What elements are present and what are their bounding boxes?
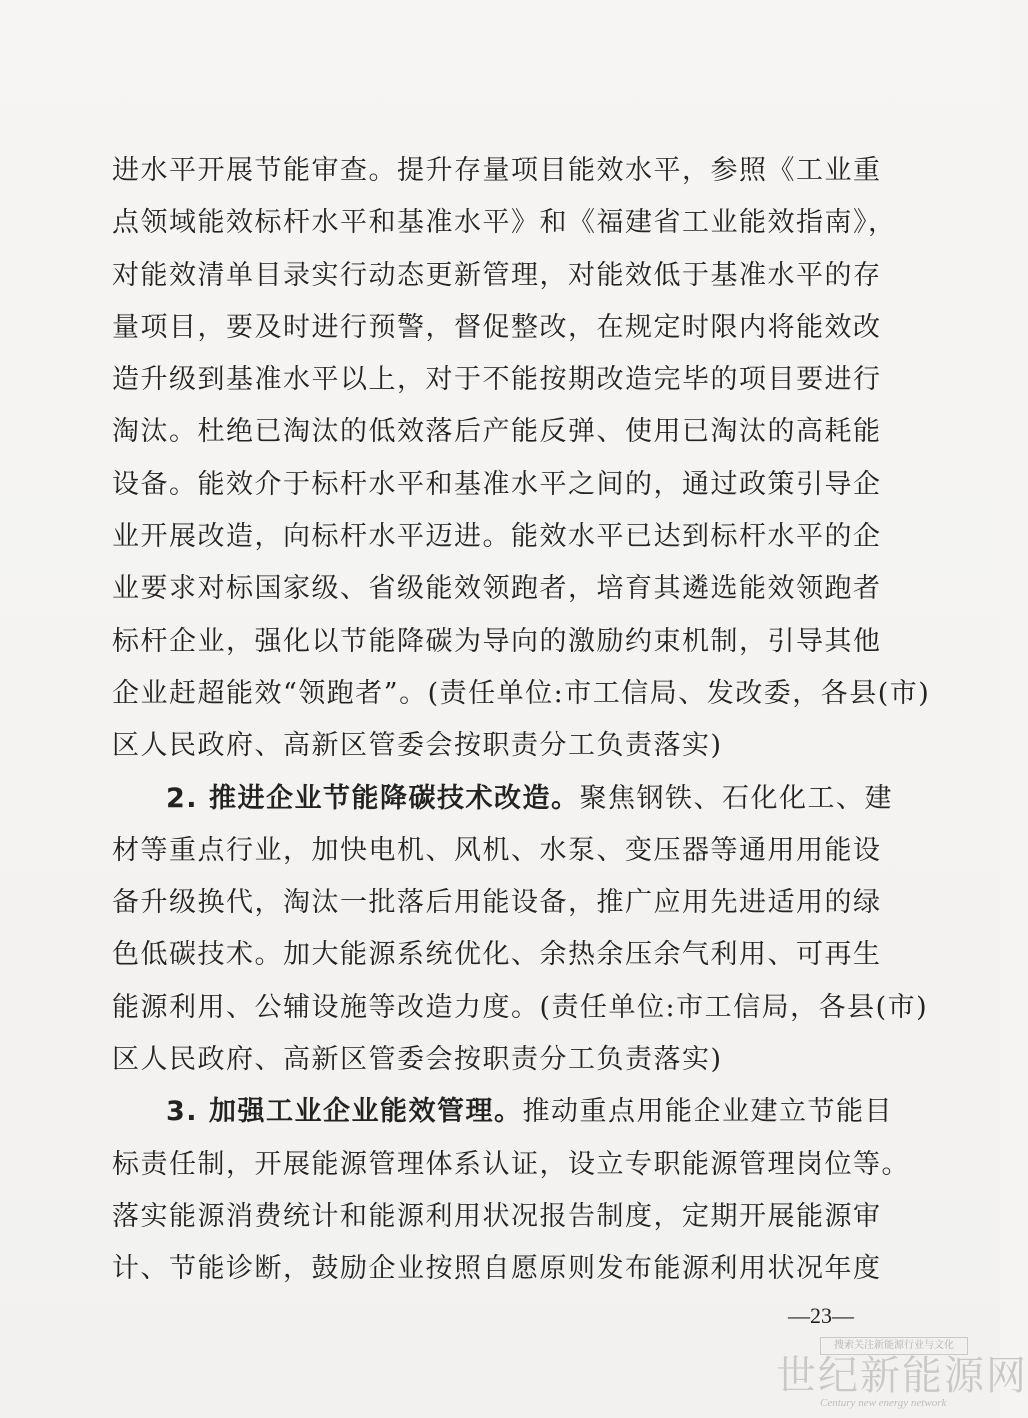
watermark-subtitle: Century new energy network bbox=[820, 1397, 947, 1409]
text-line: 进水平开展节能审查。提升存量项目能效水平，参照《工业重 bbox=[112, 155, 882, 186]
section-2-first-line bbox=[112, 773, 893, 825]
text-line: 能源利用、公辅设施等改造力度。(责任单位:市工信局，各县(市) bbox=[112, 991, 929, 1023]
text-line: 对能效清单目录实行动态更新管理，对能效低于基准水平的存 bbox=[112, 259, 882, 291]
page-number: —23— bbox=[788, 1303, 854, 1328]
text-line: 区人民政府、高新区管委会按职责分工负责落实) bbox=[112, 730, 723, 762]
text-line: 业开展改造，向标杆水平迈进。能效水平已达到标杆水平的企 bbox=[112, 521, 882, 553]
text-line: 备升级换代，淘汰一批落后用能设备，推广应用先进适用的绿 bbox=[112, 887, 882, 919]
text-line: 区人民政府、高新区管委会按职责分工负责落实) bbox=[112, 1044, 723, 1076]
section-2-heading: 2. 推进企业节能降碳技术改造。 bbox=[166, 782, 580, 814]
watermark-caption: 搜索关注新能源行业与文化 bbox=[820, 1337, 968, 1355]
text-line: 企业赶超能效“领跑者”。(责任单位:市工信局、发改委，各县(市) bbox=[112, 677, 931, 709]
text-line: 标责任制，开展能源管理体系认证，设立专职能源管理岗位等。 bbox=[112, 1148, 910, 1180]
section-3-text: 推动重点用能企业建立节能目 bbox=[522, 1096, 893, 1128]
text-line: 标杆企业，强化以节能降碳为导向的激励约束机制，引导其他 bbox=[112, 625, 882, 657]
text-line: 落实能源消费统计和能源利用状况报告制度，定期开展能源审 bbox=[112, 1200, 882, 1232]
text-line: 业要求对标国家级、省级能效领跑者，培育其遴选能效领跑者 bbox=[112, 573, 882, 605]
text-line: 计、节能诊断，鼓励企业按照自愿原则发布能源利用状况年度 bbox=[112, 1253, 882, 1285]
section-3-first-line bbox=[112, 1086, 893, 1138]
section-3-heading: 3. 加强工业企业能效管理。 bbox=[166, 1096, 523, 1128]
text-line: 点领域能效标杆水平和基准水平》和《福建省工业能效指南》， bbox=[112, 207, 897, 239]
document-body bbox=[112, 145, 931, 1296]
text-line: 淘汰。杜绝已淘汰的低效落后产能反弹、使用已淘汰的高耗能 bbox=[112, 416, 882, 448]
text-line: 造升级到基准水平以上，对于不能按期改造完毕的项目要进行 bbox=[112, 364, 882, 396]
watermark-logo-text: 世纪新能源网 bbox=[776, 1353, 1028, 1399]
text-line: 量项目，要及时进行预警，督促整改，在规定时限内将能效改 bbox=[112, 311, 882, 343]
text-line: 材等重点行业，加快电机、风机、水泵、变压器等通用用能设 bbox=[112, 834, 882, 866]
section-2-text: 聚焦钢铁、石化化工、建 bbox=[579, 782, 893, 814]
text-line: 设备。能效介于标杆水平和基准水平之间的，通过政策引导企 bbox=[112, 468, 882, 500]
text-line: 色低碳技术。加大能源系统优化、余热余压余气利用、可再生 bbox=[112, 939, 882, 971]
